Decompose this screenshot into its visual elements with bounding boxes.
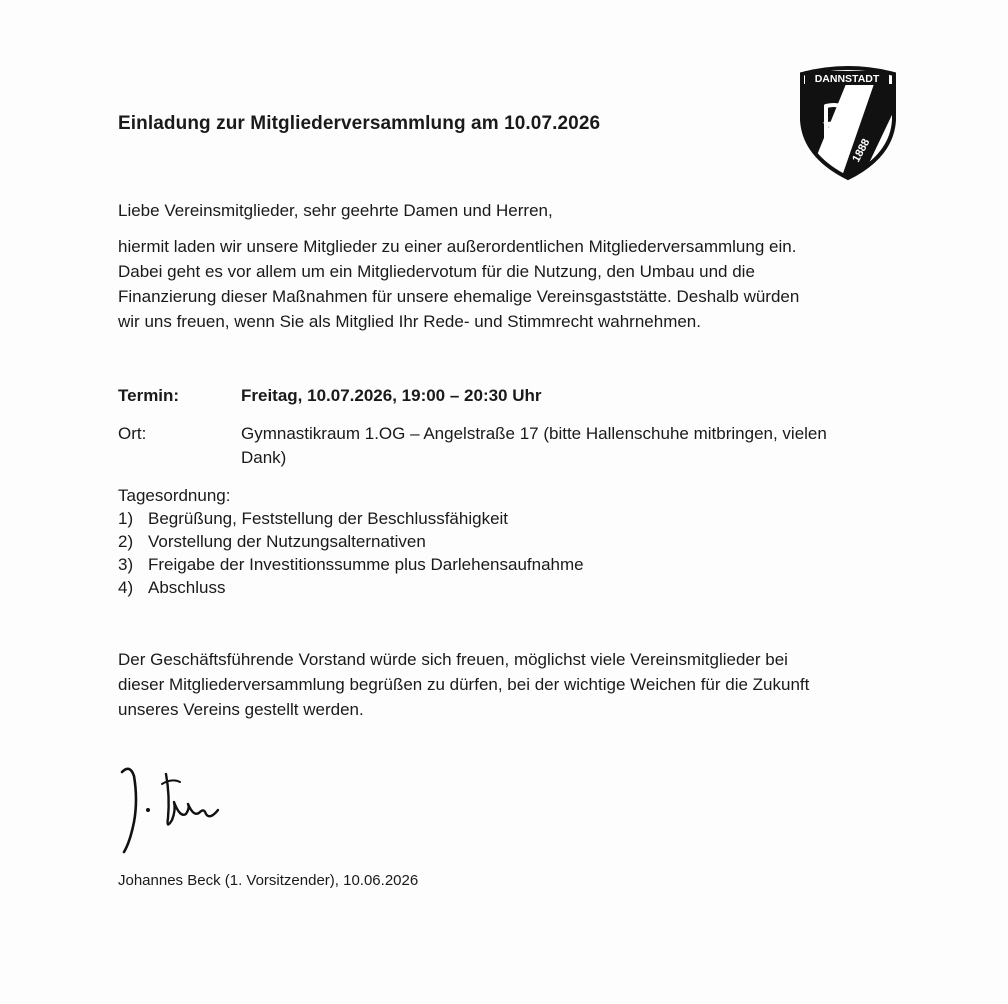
- closing-line: Der Geschäftsführende Vorstand würde sich freuen, möglichst viele Vereinsmitglieder bei: [118, 650, 788, 669]
- agenda-item-text: Freigabe der Investitionssumme plus Darlehensaufnahme: [148, 555, 584, 574]
- agenda-item-number: 3): [118, 555, 134, 574]
- ort-label: Ort:: [118, 424, 147, 443]
- agenda-heading: Tagesordnung:: [118, 486, 231, 505]
- agenda-item-text: Begrüßung, Feststellung der Beschlussfähigkeit: [148, 509, 509, 528]
- agenda-item: [118, 576, 225, 600]
- agenda-item-number: 2): [118, 532, 134, 551]
- crest-top-text: DANNSTADT: [814, 73, 880, 85]
- intro-line: Finanzierung dieser Maßnahmen für unsere ehemalige Vereinsgaststätte. Deshalb würden: [118, 287, 800, 306]
- document-title: Einladung zur Mitgliederversammlung am 10.07.2026: [118, 113, 601, 134]
- agenda-item: [118, 553, 584, 577]
- club-crest-logo: [796, 58, 900, 182]
- intro-line: hiermit laden wir unsere Mitglieder zu einer außerordentlichen Mitgliederversammlung ein.: [118, 237, 797, 256]
- termin-value: Freitag, 10.07.2026, 19:00 – 20:30 Uhr: [241, 386, 542, 405]
- agenda-item-text: Vorstellung der Nutzungsalternativen: [148, 532, 426, 551]
- intro-line: wir uns freuen, wenn Sie als Mitglied Ihr Rede- und Stimmrecht wahrnehmen.: [118, 312, 701, 331]
- ort-value-line: Dank): [241, 448, 287, 467]
- agenda-item-number: 1): [118, 509, 134, 528]
- intro-line: Dabei geht es vor allem um ein Mitgliedervotum für die Nutzung, den Umbau und die: [118, 262, 755, 281]
- closing-line: unseres Vereins gestellt werden.: [118, 700, 364, 719]
- ort-value-line: Gymnastikraum 1.OG – Angelstraße 17 (bitte Hallenschuhe mitbringen, vielen: [241, 424, 827, 443]
- handwritten-signature: [114, 760, 234, 860]
- greeting: Liebe Vereinsmitglieder, sehr geehrte Damen und Herren,: [118, 201, 553, 220]
- agenda-item-number: 4): [118, 578, 134, 597]
- agenda-item: [118, 530, 426, 554]
- signature-line: Johannes Beck (1. Vorsitzender), 10.06.2026: [118, 872, 419, 889]
- closing-line: dieser Mitgliederversammlung begrüßen zu dürfen, bei der wichtige Weichen für die Zukunft: [118, 675, 810, 694]
- agenda-item-text: Abschluss: [148, 578, 226, 597]
- agenda-item: [118, 507, 508, 531]
- crest-year-text: 1888: [850, 136, 873, 165]
- termin-label: Termin:: [118, 386, 180, 405]
